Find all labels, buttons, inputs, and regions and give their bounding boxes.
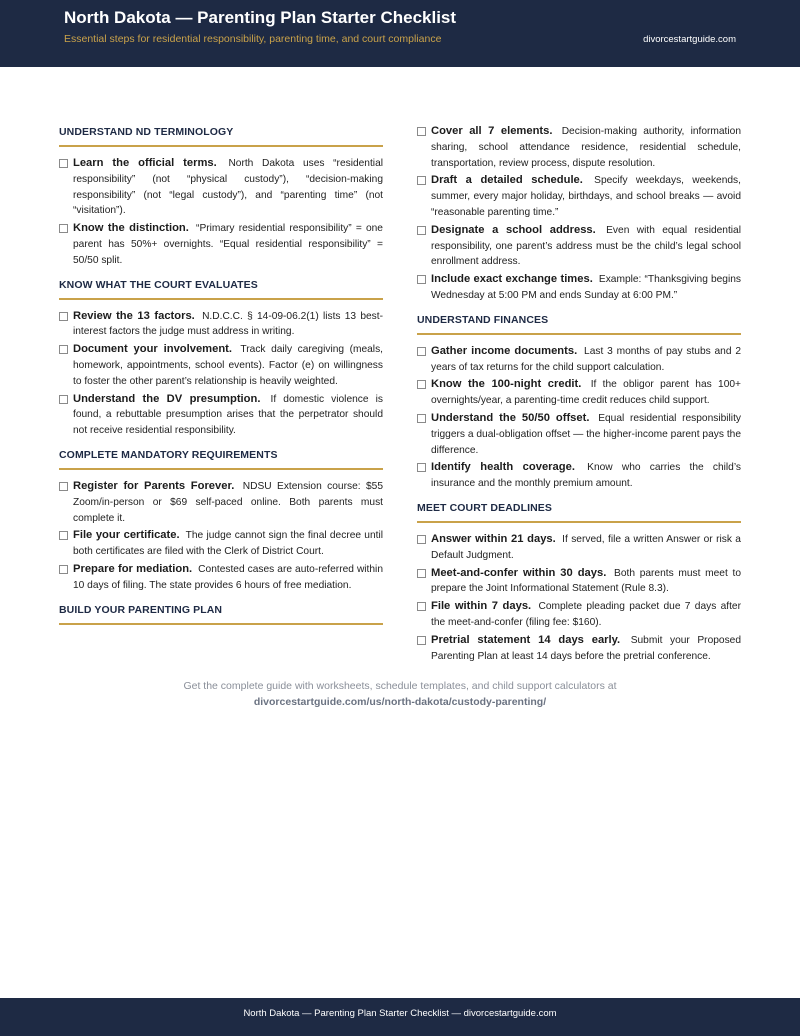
section-heading: UNDERSTAND FINANCES xyxy=(417,312,741,335)
section-heading: BUILD YOUR PARENTING PLAN xyxy=(59,602,383,625)
checkbox-icon[interactable] xyxy=(417,535,426,544)
item-description: If the obligor parent has 100+ overnights/year, a parenting-time credit reduces child support. xyxy=(431,379,741,407)
section-understand-nd-terminology xyxy=(59,124,383,269)
item-description: Complete pleading packet due 7 days after the meet-and-confer (filing fee: $160). xyxy=(431,601,741,628)
checklist-item xyxy=(59,528,383,560)
checklist-item xyxy=(417,223,741,270)
item-title: Understand the 50/50 offset. xyxy=(431,411,590,424)
page-header xyxy=(0,0,800,67)
item-title: Identify health coverage. xyxy=(431,461,575,474)
checklist-item xyxy=(417,173,741,220)
item-title: Meet-and-confer within 30 days. xyxy=(431,566,607,579)
item-title: Cover all 7 elements. xyxy=(431,125,553,137)
item-description: Example: “Thanksgiving begins Wednesday at 5:00 PM and ends Sunday at 6:00 PM.” xyxy=(431,274,741,301)
item-title: Know the distinction. xyxy=(73,222,189,235)
item-description: Equal residential responsibility triggers a dual-obligation offset — the higher-income parent pays the difference. xyxy=(431,412,741,456)
checkbox-icon[interactable] xyxy=(59,312,68,321)
item-title: Include exact exchange times. xyxy=(431,273,593,286)
checklist-item xyxy=(417,272,741,304)
checklist-item xyxy=(417,460,741,492)
item-title: File your certificate. xyxy=(73,529,180,542)
checklist-item xyxy=(59,309,383,341)
item-description: “Primary residential responsibility” = one parent has 50%+ overnights. “Equal residential responsibility” = 50/50 split. xyxy=(73,223,383,266)
checklist-item xyxy=(417,566,741,598)
footer-text: North Dakota — Parenting Plan Starter Checklist — divorcestartguide.com xyxy=(243,1008,557,1019)
section-continued xyxy=(417,124,741,304)
item-description: Last 3 months of pay stubs and 2 years of tax returns for the child support calculation. xyxy=(431,345,741,373)
section-heading: MEET COURT DEADLINES xyxy=(417,500,741,523)
item-title: Know the 100-night credit. xyxy=(431,378,582,391)
call-to-action xyxy=(0,678,800,710)
item-description: Know who carries the child’s insurance and the monthly premium amount. xyxy=(431,462,741,490)
page-subtitle: Essential steps for residential responsibility, parenting time, and court compliance xyxy=(64,33,442,45)
item-title: Gather income documents. xyxy=(431,344,578,357)
item-title: Learn the official terms. xyxy=(73,157,217,169)
item-description: Submit your Proposed Parenting Plan at least 14 days before the pretrial conference. xyxy=(431,634,741,662)
checklist-item xyxy=(59,221,383,268)
checklist-item xyxy=(417,344,741,376)
header-site-link[interactable]: divorcestartguide.com xyxy=(643,34,736,45)
checkbox-icon[interactable] xyxy=(417,275,426,284)
item-description: Even with equal residential responsibility, one parent’s address must be the child’s legal school enrollment address. xyxy=(431,224,741,268)
checklist-item xyxy=(417,124,741,171)
checklist-item xyxy=(59,562,383,594)
item-title: Document your involvement. xyxy=(73,343,233,356)
section-heading: COMPLETE MANDATORY REQUIREMENTS xyxy=(59,447,383,470)
item-title: Register for Parents Forever. xyxy=(73,479,235,492)
left-column xyxy=(59,124,383,634)
checkbox-icon[interactable] xyxy=(417,176,426,185)
item-description: Contested cases are auto-referred within 10 days of filing. The state provides 6 hours of free mediation. xyxy=(73,563,383,591)
section-meet-court-deadlines xyxy=(417,500,741,664)
checkbox-icon[interactable] xyxy=(417,602,426,611)
checkbox-icon[interactable] xyxy=(59,345,68,354)
item-title: Draft a detailed schedule. xyxy=(431,174,583,187)
item-description: Both parents must meet to prepare the Joint Informational Statement (Rule 8.3). xyxy=(431,567,741,595)
checklist-item xyxy=(417,377,741,409)
checkbox-icon[interactable] xyxy=(59,159,68,168)
checkbox-icon[interactable] xyxy=(417,463,426,472)
item-description: North Dakota uses “residential responsibility” (not “physical custody”), “decision-making responsibility” (not “legal custody”), and “parenting time” (not “visitation”). xyxy=(73,158,383,217)
item-description: If domestic violence is found, a rebuttable presumption arises that the perpetrator should not receive residential responsibility. xyxy=(73,393,383,437)
item-description: NDSU Extension course: $55 Zoom/in-person or $69 self-paced online. Both parents must complete it. xyxy=(73,480,383,524)
item-description: If served, file a written Answer or risk a Default Judgment. xyxy=(431,533,741,561)
section-heading: UNDERSTAND ND TERMINOLOGY xyxy=(59,124,383,147)
item-title: Understand the DV presumption. xyxy=(73,392,261,405)
checkbox-icon[interactable] xyxy=(417,636,426,645)
checkbox-icon[interactable] xyxy=(417,226,426,235)
checkbox-icon[interactable] xyxy=(417,380,426,389)
section-complete-mandatory-requirements xyxy=(59,447,383,594)
checkbox-icon[interactable] xyxy=(417,414,426,423)
checklist-item xyxy=(417,633,741,665)
item-description: The judge cannot sign the final decree until both certificates are filed with the Clerk of District Court. xyxy=(73,530,383,558)
page-footer xyxy=(0,998,800,1036)
item-title: Designate a school address. xyxy=(431,223,596,236)
item-description: Track daily caregiving (meals, homework, appointments, school events). Factor (e) on willingness to foster the other parent’s relationship is heavily weighted. xyxy=(73,344,383,387)
item-description: Specify weekdays, weekends, summer, every major holiday, birthdays, and school breaks — avoid “reasonable parenting time.” xyxy=(431,175,741,218)
checklist-item xyxy=(59,156,383,219)
checklist-item xyxy=(417,411,741,458)
checkbox-icon[interactable] xyxy=(59,482,68,491)
checkbox-icon[interactable] xyxy=(59,224,68,233)
checkbox-icon[interactable] xyxy=(417,347,426,356)
item-title: Review the 13 factors. xyxy=(73,309,195,322)
checkbox-icon[interactable] xyxy=(59,565,68,574)
item-title: Prepare for mediation. xyxy=(73,562,193,575)
checklist-item xyxy=(59,392,383,439)
checkbox-icon[interactable] xyxy=(59,395,68,404)
cta-text: Get the complete guide with worksheets, schedule templates, and child support calculators at xyxy=(183,680,617,692)
checkbox-icon[interactable] xyxy=(417,127,426,136)
section-know-what-the-court-evaluates xyxy=(59,277,383,439)
checklist-item xyxy=(59,479,383,526)
item-title: Answer within 21 days. xyxy=(431,532,556,545)
cta-link[interactable]: divorcestartguide.com/us/north-dakota/custody-parenting/ xyxy=(253,696,547,708)
section-understand-finances xyxy=(417,312,741,492)
item-title: File within 7 days. xyxy=(431,600,532,613)
checklist-item xyxy=(59,342,383,389)
item-description: N.D.C.C. § 14-09-06.2(1) lists 13 best-interest factors the judge must address in writing. xyxy=(73,310,383,338)
checkbox-icon[interactable] xyxy=(417,569,426,578)
checklist-item xyxy=(417,532,741,564)
item-title: Pretrial statement 14 days early. xyxy=(431,633,621,646)
item-description: Decision-making authority, information sharing, school attendance residence, residential schedule, transportation, review process, dispute resolution. xyxy=(431,126,741,169)
checklist-item xyxy=(417,599,741,631)
section-build-your-parenting-plan xyxy=(59,602,383,625)
section-heading: KNOW WHAT THE COURT EVALUATES xyxy=(59,277,383,300)
right-column xyxy=(417,124,741,672)
page-title: North Dakota — Parenting Plan Starter Checklist xyxy=(64,8,457,27)
checkbox-icon[interactable] xyxy=(59,531,68,540)
